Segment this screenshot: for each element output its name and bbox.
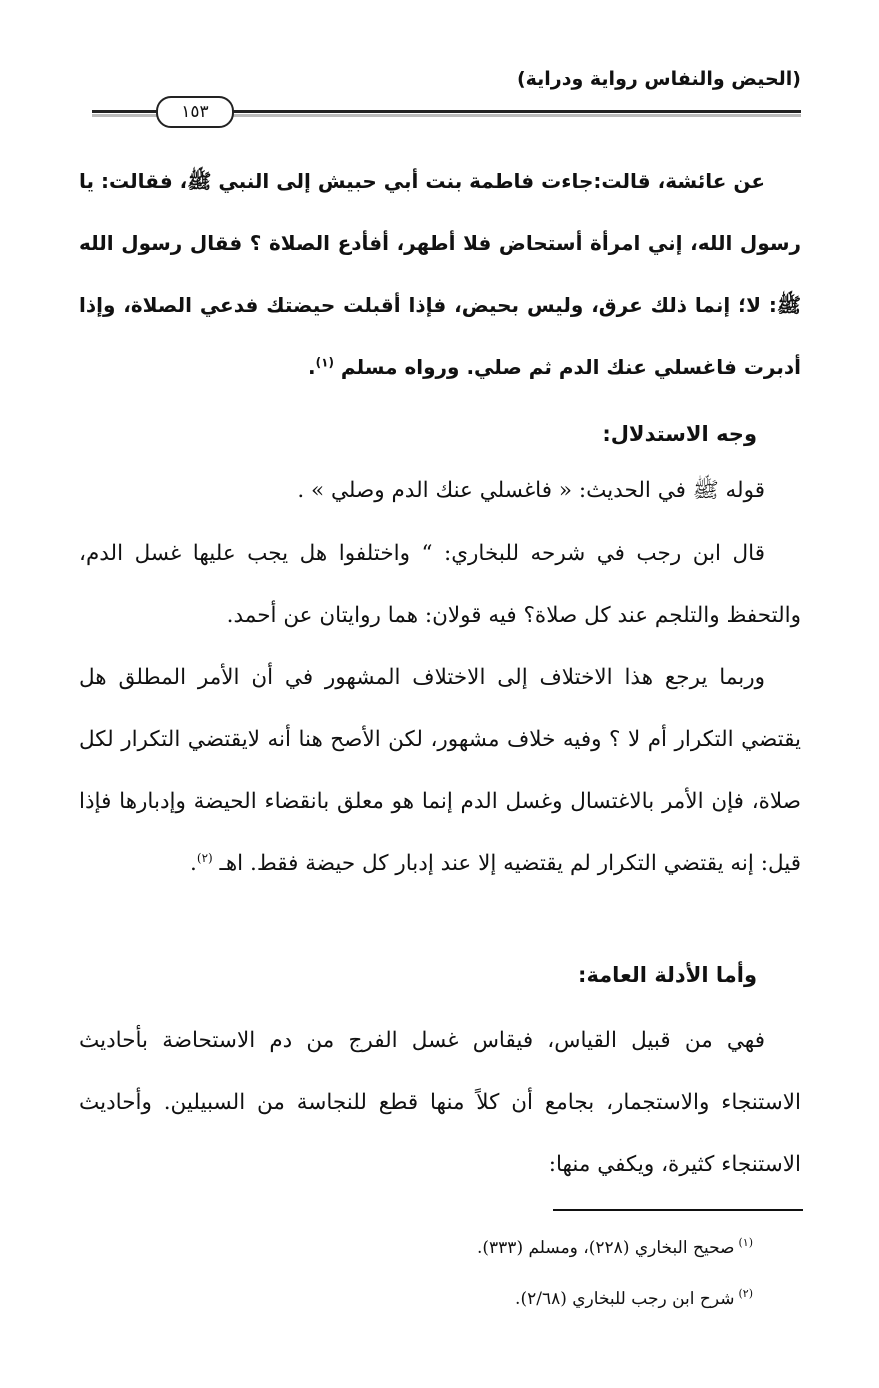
ibn-rajab-text: قال ابن رجب في شرحه للبخاري: “ واختلفوا هل يجب عليها غسل الدم، والتحفظ والتلجم عند كل صلاة؟ فيه قولان: هما روايتان عن أحمد.	[79, 541, 801, 628]
footnote-2-text: شرح ابن رجب للبخاري (٢/٦٨).	[515, 1289, 735, 1309]
hadith-end: .	[308, 355, 316, 379]
footnote-ref-1: (١)	[315, 355, 334, 370]
fahiya-text: فهي من قبيل القياس، فيقاس غسل الفرج من دم الاستحاضة بأحاديث الاستنجاء والاستجمار، بجامع أن كلاً منها قطع للنجاسة من السبيلين. وأحاديث الاستنجاء كثيرة، ويكفي منها:	[79, 1028, 801, 1177]
footnote-separator	[553, 1209, 803, 1211]
fahiya-paragraph	[79, 1010, 801, 1196]
footnote-1-mark: (١)	[738, 1236, 753, 1250]
running-title: (الحيض والنفاس رواية ودراية)	[516, 68, 801, 90]
footnote-ref-2: (٢)	[196, 850, 213, 865]
qawluh-paragraph	[79, 460, 801, 522]
rubbama-end: .	[190, 851, 197, 876]
rubbama-text: وربما يرجع هذا الاختلاف إلى الاختلاف المشهور في أن الأمر المطلق هل يقتضي التكرار أم لا ؟ وفيه خلاف مشهور، لكن الأصح هنا أنه لايقتضي التكرار لكل صلاة، فإن الأمر بالاغتسال وغسل الدم إنما هو معلق بانقضاء الحيضة وإدبارها فإذا قيل: إنه يقتضي التكرار لم يقتضيه إلا عند إدبار كل حيضة فقط. اهـ	[79, 665, 801, 876]
footnote-2	[515, 1284, 753, 1314]
qawluh-text: قوله ﷺ في الحديث: « فاغسلي عنك الدم وصلي » .	[297, 478, 765, 503]
hadith-paragraph	[79, 150, 801, 398]
page-number: ١٥٣	[156, 96, 234, 128]
hadith-text: عن عائشة، قالت:جاءت فاطمة بنت أبي حبيش إلى النبي ﷺ، فقالت: يا رسول الله، إني امرأة أستحاض فلا أطهر، أفأدع الصلاة ؟ فقال رسول الله ﷺ: لا؛ إنما ذلك عرق، وليس بحيض، فإذا أقبلت حيضتك فدعي الصلاة، وإذا أدبرت فاغسلي عنك الدم ثم صلي. ورواه مسلم	[79, 169, 801, 379]
ibn-rajab-paragraph	[79, 523, 801, 647]
footnote-1-text: صحيح البخاري (٢٢٨)، ومسلم (٣٣٣).	[476, 1238, 735, 1258]
footnote-2-mark: (٢)	[738, 1287, 753, 1301]
section-heading-wajh: وجه الاستدلال:	[602, 422, 757, 446]
section-heading-adilla: وأما الأدلة العامة:	[578, 963, 757, 987]
rubbama-paragraph	[79, 647, 801, 895]
footnote-1	[477, 1233, 753, 1263]
